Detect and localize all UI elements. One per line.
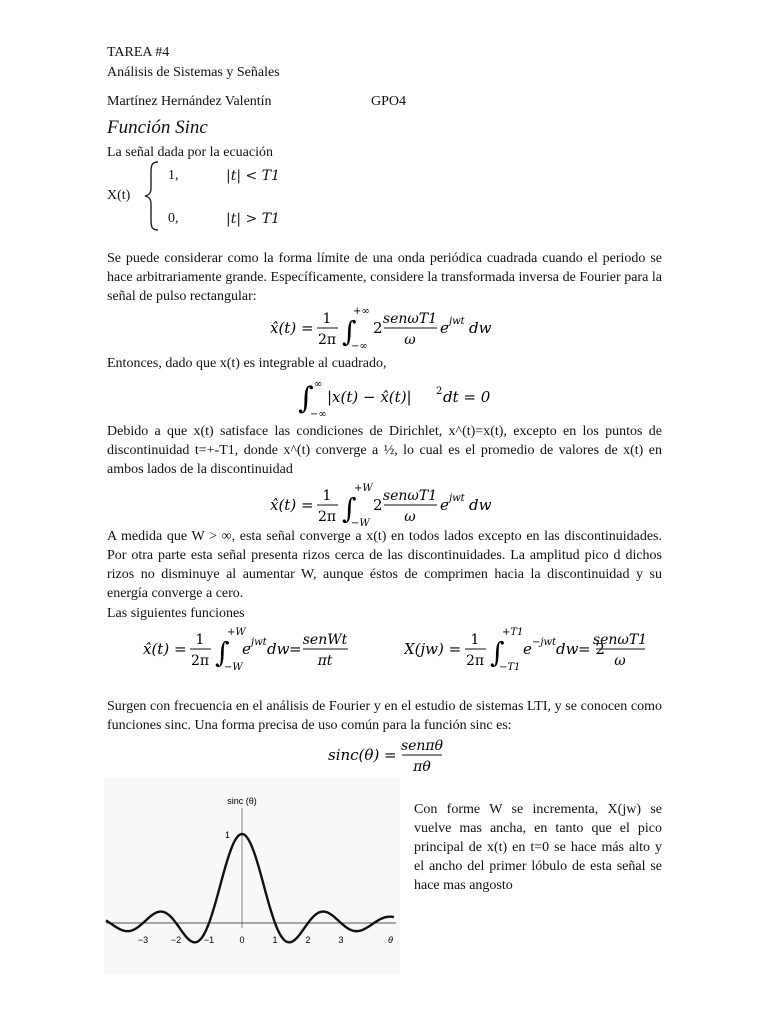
svg-text:dw: dw (267, 640, 290, 658)
svg-text:2: 2 (373, 496, 383, 514)
svg-text:∫: ∫ (490, 636, 505, 669)
svg-text:|x(t) − x̂(t)|: |x(t) − x̂(t)| (327, 388, 412, 406)
piecewise-label: X(t) (107, 188, 131, 203)
svg-text:ω: ω (404, 332, 416, 348)
group-label: GPO4 (371, 94, 407, 109)
svg-text:∞: ∞ (314, 379, 323, 390)
svg-text:jwt: jwt (449, 316, 465, 327)
svg-text:e: e (440, 496, 449, 514)
svg-text:1: 1 (322, 311, 332, 327)
equation-inverse-fourier (270, 303, 530, 353)
svg-text:∫: ∫ (342, 492, 357, 525)
case1-value: 1, (168, 168, 179, 183)
x-axis-label: θ (388, 935, 393, 945)
svg-text:πθ: πθ (413, 759, 431, 775)
svg-text:2: 2 (436, 386, 443, 397)
side-paragraph: Con forme W se incrementa, X(jw) se vuelve mas ancha, en tanto que el pico principal de x(t) en t=0 se hace más alto y el ancho del primer lóbulo de esta señal se hace mas angosto (414, 802, 662, 893)
equation-sinc-time (143, 624, 373, 674)
svg-text:−W: −W (224, 662, 243, 673)
svg-text:+T1: +T1 (502, 627, 524, 638)
tick-label-2: 2 (305, 935, 311, 945)
svg-text:jwt: jwt (251, 637, 267, 648)
svg-text:2π: 2π (317, 509, 337, 525)
piecewise-brace (143, 160, 163, 232)
svg-text:dw: dw (469, 319, 492, 337)
svg-text:−T1: −T1 (499, 662, 521, 673)
paragraph-following-functions: Las siguientes funciones (107, 606, 245, 621)
tick-label-neg2: −2 (170, 935, 182, 945)
svg-text:e: e (523, 640, 532, 658)
svg-text:∫: ∫ (342, 315, 357, 348)
peak-label: 1 (225, 830, 231, 840)
svg-text:dt = 0: dt = 0 (443, 388, 491, 406)
svg-text:1: 1 (470, 632, 480, 648)
section-title: Función Sinc (107, 117, 208, 138)
tick-label-0: 0 (239, 935, 245, 945)
svg-text:πt: πt (317, 653, 333, 669)
paragraph-convergence: A medida que W > ∞, esta señal converge a x(t) en todos lados excepto en las discontinuidades. Por otra parte esta señal presenta rizos cerca de las discontinuidades. La amplitud pico d dichos rizos no disminuye al aumentar W, aunque éstos de comprimen hacia la discontinuidad y su energía converge a cero. (107, 529, 662, 601)
equation-truncated-fourier (270, 480, 530, 530)
equation-sinc-definition (328, 733, 458, 777)
svg-text:ω: ω (404, 509, 416, 525)
svg-text:dw: dw (469, 496, 492, 514)
svg-text:e: e (242, 640, 251, 658)
svg-text:x̂(t) =: x̂(t) = (270, 496, 314, 514)
svg-text:e: e (440, 319, 449, 337)
svg-text:∫: ∫ (298, 381, 314, 416)
svg-text:ω: ω (614, 653, 626, 669)
svg-text:senWt: senWt (302, 632, 348, 648)
author-name: Martínez Hernández Valentín (107, 94, 272, 109)
course-name: Análisis de Sistemas y Señales (107, 65, 280, 80)
svg-text:1: 1 (195, 632, 205, 648)
paragraph-sinc-functions: Surgen con frecuencia en el análisis de Fourier y en el estudio de sistemas LTI, y se conocen como funciones sinc. Una forma precisa de uso común para la función sinc es: (107, 699, 662, 733)
tick-label-3: 3 (338, 935, 344, 945)
case2-value: 0, (168, 211, 179, 226)
svg-text:sinc(θ) =: sinc(θ) = (328, 746, 397, 764)
assignment-number: TAREA #4 (107, 45, 170, 60)
svg-text:dw: dw (556, 640, 579, 658)
intro-text: La señal dada por la ecuación (107, 145, 273, 160)
paragraph-limit-form: Se puede considerar como la forma límite de una onda periódica cuadrada cuando el periodo se hace arbitrariamente grande. Específicamente, considere la transformada inversa de Fourier para la señal de pulso rectangular: (107, 251, 662, 304)
equation-energy-error (298, 375, 498, 420)
paragraph-square-integrable: Entonces, dado que x(t) es integrable al cuadrado, (107, 356, 387, 371)
case2-condition: |t| > T1 (226, 211, 280, 227)
svg-text:=: = (289, 640, 302, 658)
svg-text:senωT1: senωT1 (592, 632, 648, 648)
svg-text:2: 2 (373, 319, 383, 337)
svg-text:+W: +W (227, 627, 246, 638)
svg-text:jwt: jwt (449, 493, 465, 504)
svg-text:x̂(t) =: x̂(t) = (143, 640, 187, 658)
tick-label-neg3: −3 (137, 935, 149, 945)
svg-text:senωT1: senωT1 (382, 488, 438, 504)
svg-text:X(jw) =: X(jw) = (404, 640, 462, 658)
svg-text:−∞: −∞ (351, 341, 368, 352)
svg-text:senωT1: senωT1 (382, 311, 438, 327)
svg-text:2π: 2π (465, 653, 485, 669)
svg-text:−W: −W (351, 518, 370, 529)
svg-text:−jwt: −jwt (532, 637, 557, 648)
svg-text:x̂(t) =: x̂(t) = (270, 319, 314, 337)
case1-condition: |t| < T1 (226, 168, 280, 184)
svg-text:+∞: +∞ (353, 306, 370, 317)
tick-label-1: 1 (272, 935, 278, 945)
paragraph-dirichlet: Debido a que x(t) satisface las condiciones de Dirichlet, x^(t)=x(t), excepto en los puntos de discontinuidad t=+-T1, donde x^(t) converge a ½, lo cual es el promedio de valores de x(t) en ambos lados de la discontinuidad (107, 424, 662, 477)
svg-text:∫: ∫ (215, 636, 230, 669)
svg-text:2π: 2π (190, 653, 210, 669)
sinc-plot (104, 778, 400, 974)
svg-text:+W: +W (354, 483, 373, 494)
svg-text:senπθ: senπθ (400, 738, 444, 754)
svg-text:2π: 2π (317, 332, 337, 348)
tick-label-neg1: −1 (203, 935, 215, 945)
equation-sinc-frequency (404, 624, 654, 674)
y-axis-label: sinc (θ) (227, 796, 257, 806)
svg-text:1: 1 (322, 488, 332, 504)
svg-text:= 2: = 2 (578, 640, 605, 658)
svg-text:−∞: −∞ (310, 409, 327, 420)
